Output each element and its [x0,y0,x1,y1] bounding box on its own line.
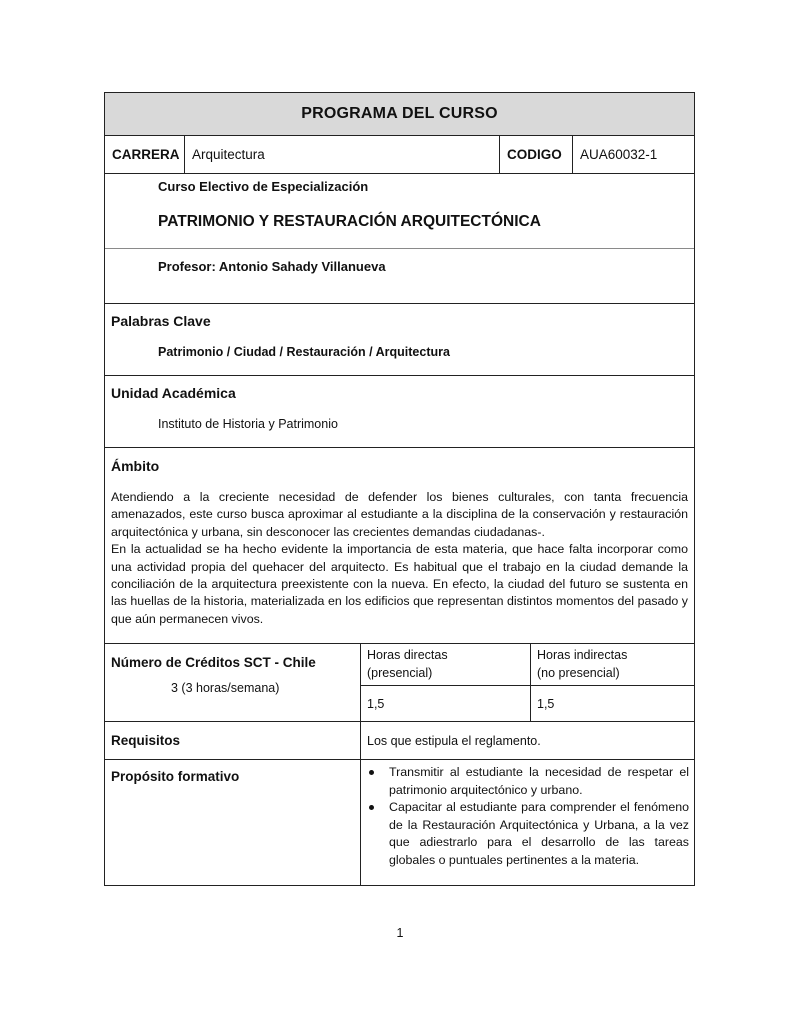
horas-indirectas-sub: (no presencial) [537,666,620,680]
list-item-text: Transmitir al estudiante la necesidad de respetar el patrimonio arquitectónico y urbano. [389,765,689,797]
palabras-clave-section [105,304,694,376]
proposito-section [105,760,694,885]
carrera-label: CARRERA [105,136,185,173]
horas-directas-label: Horas directas [367,648,448,662]
course-row [105,174,694,249]
professor-name: Profesor: Antonio Sahady Villanueva [158,259,386,274]
list-item [367,799,689,869]
horas-directas-header [361,644,531,686]
course-subtitle: Curso Electivo de Especialización [158,179,369,194]
page-number: 1 [396,926,404,940]
course-name: PATRIMONIO Y RESTAURACIÓN ARQUITECTÓNICA [158,213,541,230]
requisitos-section [105,722,694,760]
proposito-content-cell [361,760,694,885]
bullet-icon [369,805,374,810]
unidad-academica-heading: Unidad Académica [111,385,236,401]
horas-directas-value: 1,5 [361,686,531,721]
palabras-clave-heading: Palabras Clave [111,313,211,329]
horas-grid [361,644,694,721]
proposito-label-cell [105,760,361,885]
horas-indirectas-header [531,644,694,686]
proposito-heading: Propósito formativo [111,769,240,784]
ambito-paragraph: Atendiendo a la creciente necesidad de defender los bienes culturales, con tanta frecuencia amenazados, este curso busca aproximar al estudiante a la disciplina de la conservación y restauración arquitectónica y urbana, sin desconocer las crecientes demandas ciudadanas-. [111,490,688,539]
horas-indirectas-value: 1,5 [537,696,555,711]
codigo-label: CODIGO [500,136,573,173]
requisitos-heading: Requisitos [105,722,361,759]
requisitos-value: Los que estipula el reglamento. [367,733,541,748]
ambito-heading: Ámbito [111,458,160,474]
list-item [367,764,689,799]
ambito-section [105,448,694,644]
codigo-value: AUA60032-1 [580,147,658,162]
title-row [105,93,694,136]
professor-row [105,249,694,304]
creditos-section [105,644,694,722]
carrera-value: Arquitectura [185,136,500,173]
unidad-academica-value: Instituto de Historia y Patrimonio [158,417,338,431]
unidad-academica-section [105,376,694,448]
course-program-table [104,92,695,886]
bullet-icon [369,770,374,775]
horas-directas-sub: (presencial) [367,666,433,680]
document-title: PROGRAMA DEL CURSO [301,105,498,122]
creditos-summary [105,644,361,721]
ambito-paragraph: En la actualidad se ha hecho evidente la importancia de esta materia, que hace falta incorporar como una actividad propia del quehacer del arquitecto. Es habitual que el trabajo en la ciudad demande la conciliación de la arquitectura preexistente con la nueva. En efecto, la ciudad del futuro se sustenta en las huellas de la historia, materializada en los edificios que representan distintos momentos del pasado y que aún permanecen vivos. [111,542,688,626]
palabras-clave-value: Patrimonio / Ciudad / Restauración / Arquitectura [158,345,450,359]
creditos-heading: Número de Créditos SCT - Chile [111,655,316,670]
proposito-list [367,764,689,869]
ambito-body [111,489,688,628]
carrera-row [105,136,694,174]
horas-indirectas-label: Horas indirectas [537,648,628,662]
creditos-value: 3 (3 horas/semana) [171,681,280,695]
list-item-text: Capacitar al estudiante para comprender el fenómeno de la Restauración Arquitectónica y Urbana, a la vez que adiestrarlo para el desarrollo de las tareas globales o puntuales pertinentes a la materia. [389,800,689,867]
